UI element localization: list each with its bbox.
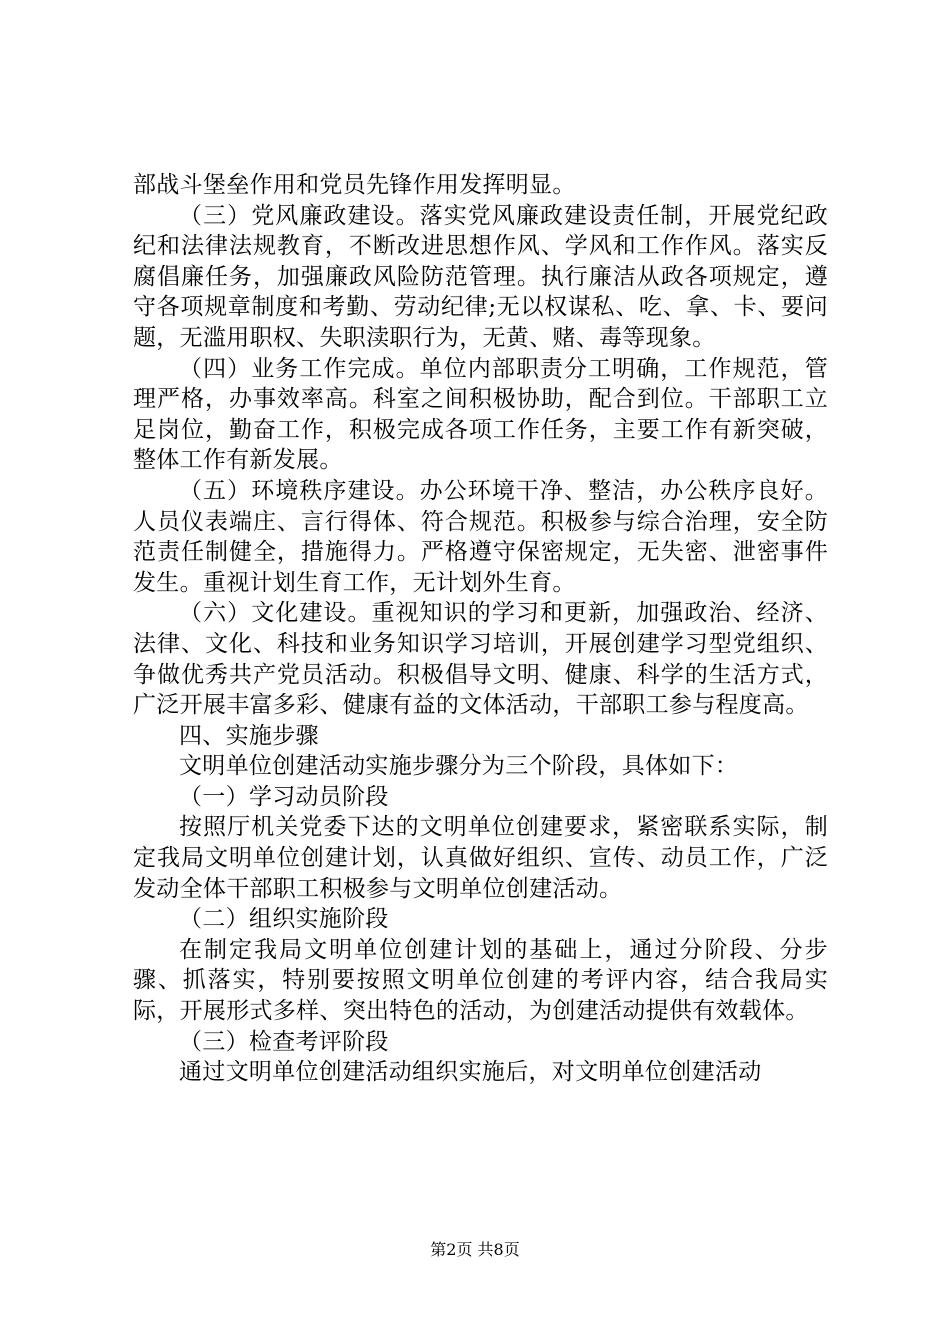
paragraph-steps-intro: 文明单位创建活动实施步骤分为三个阶段，具体如下： [179, 753, 739, 780]
page-number-footer: 第2页 共8页 [430, 1240, 520, 1259]
paragraph-continuation: 部战斗堡垒作用和党员先锋作用发挥明显。 [133, 172, 576, 198]
subheading-stage-two: （二）组织实施阶段 [179, 906, 389, 933]
subheading-stage-three: （三）检查考评阶段 [179, 1028, 389, 1055]
paragraph-culture: （六）文化建设。重视知识的学习和更新，加强政治、经济、法律、文化、科技和业务知识学习培训，开展创建学习型党组织、争做优秀共产党员活动。积极倡导文明、健康、科学的生活方式，广泛开展丰富多彩、健康有益的文体活动，干部职工参与程度高。 [133, 600, 828, 719]
paragraph-business-work: （四）业务工作完成。单位内部职责分工明确，工作规范，管理严格，办事效率高。科室之间积极协助，配合到位。干部职工立足岗位，勤奋工作，积极完成各项工作任务，主要工作有新突破，整体工作有新发展。 [133, 355, 828, 474]
subheading-stage-one: （一）学习动员阶段 [179, 783, 389, 810]
paragraph-environment-order: （五）环境秩序建设。办公环境干净、整洁，办公秩序良好。人员仪表端庄、言行得体、符合规范。积极参与综合治理，安全防范责任制健全，措施得力。严格遵守保密规定，无失密、泄密事件发生。重视计划生育工作，无计划外生育。 [133, 477, 828, 596]
section-heading-steps: 四、实施步骤 [179, 722, 319, 749]
paragraph-stage-two: 在制定我局文明单位创建计划的基础上，通过分阶段、分步骤、抓落实，特别要按照文明单位创建的考评内容，结合我局实际，开展形式多样、突出特色的活动，为创建活动提供有效载体。 [133, 936, 828, 1025]
paragraph-stage-three: 通过文明单位创建活动组织实施后，对文明单位创建活动 [179, 1059, 762, 1086]
paragraph-stage-one: 按照厅机关党委下达的文明单位创建要求，紧密联系实际，制定我局文明单位创建计划，认真做好组织、宣传、动员工作，广泛发动全体干部职工积极参与文明单位创建活动。 [133, 814, 828, 902]
document-body [133, 170, 828, 1088]
paragraph-party-integrity: （三）党风廉政建设。落实党风廉政建设责任制，开展党纪政纪和法律法规教育，不断改进思想作风、学风和工作作风。落实反腐倡廉任务，加强廉政风险防范管理。执行廉洁从政各项规定，遵守各项规章制度和考勤、劳动纪律;无以权谋私、吃、拿、卡、要问题，无滥用职权、失职渎职行为，无黄、赌、毒等现象。 [133, 202, 828, 351]
